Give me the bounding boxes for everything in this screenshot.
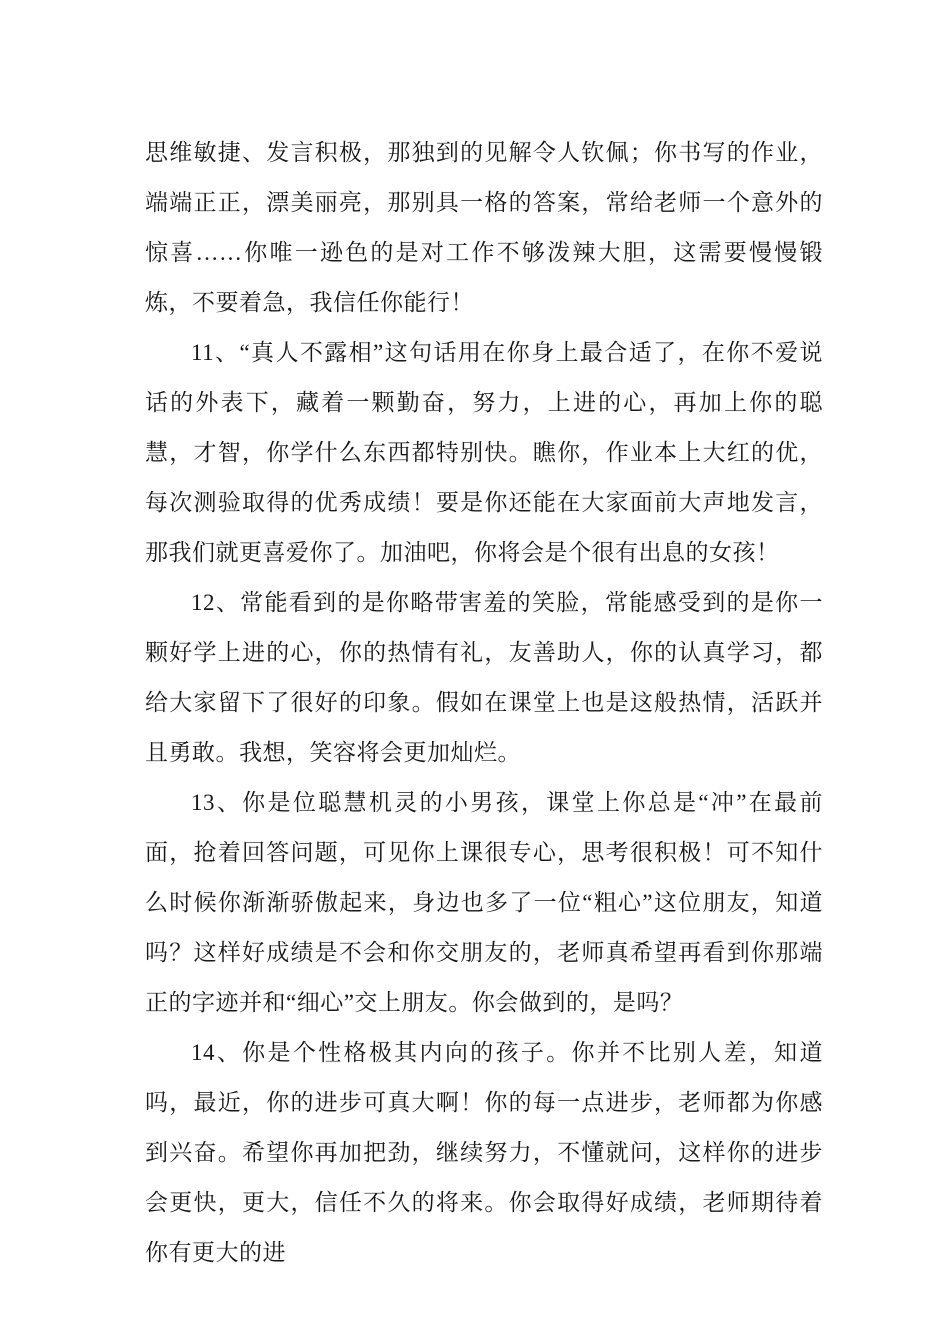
paragraph-continuation: 思维敏捷、发言积极，那独到的见解令人钦佩；你书写的作业，端端正正，漂美丽亮，那别具一格的答案，常给老师一个意外的惊喜……你唯一逊色的是对工作不够泼辣大胆，这需要慢慢锻炼，不要着急，我信任你能行！ [145, 140, 823, 315]
document-content [145, 128, 823, 1344]
paragraph-item-14: 14、你是个性格极其内向的孩子。你并不比别人差，知道吗，最近，你的进步可真大啊！你的每一点进步，老师都为你感到兴奋。希望你再加把劲，继续努力，不懂就问，这样你的进步会更快，更大，信任不久的将来。你会取得好成绩，老师期待着你有更大的进 [145, 1040, 823, 1265]
paragraph-item-11: 11、“真人不露相”这句话用在你身上最合适了，在你不爱说话的外表下，藏着一颗勤奋，努力，上进的心，再加上你的聪慧，才智，你学什么东西都特别快。瞧你，作业本上大红的优，每次测验取得的优秀成绩！要是你还能在大家面前大声地发言，那我们就更喜爱你了。加油吧，你将会是个很有出息的女孩！ [145, 340, 823, 565]
paragraph-item-13: 13、你是位聪慧机灵的小男孩，课堂上你总是“冲”在最前面，抢着回答问题，可见你上课很专心，思考很积极！可不知什么时候你渐渐骄傲起来，身边也多了一位“粗心”这位朋友，知道吗？这样好成绩是不会和你交朋友的，老师真希望再看到你那端正的字迹并和“细心”交上朋友。你会做到的，是吗？ [145, 790, 823, 1015]
paragraph-item-12: 12、常能看到的是你略带害羞的笑脸，常能感受到的是你一颗好学上进的心，你的热情有礼，友善助人，你的认真学习，都给大家留下了很好的印象。假如在课堂上也是这般热情，活跃并且勇敢。我想，笑容将会更加灿烂。 [145, 590, 823, 765]
